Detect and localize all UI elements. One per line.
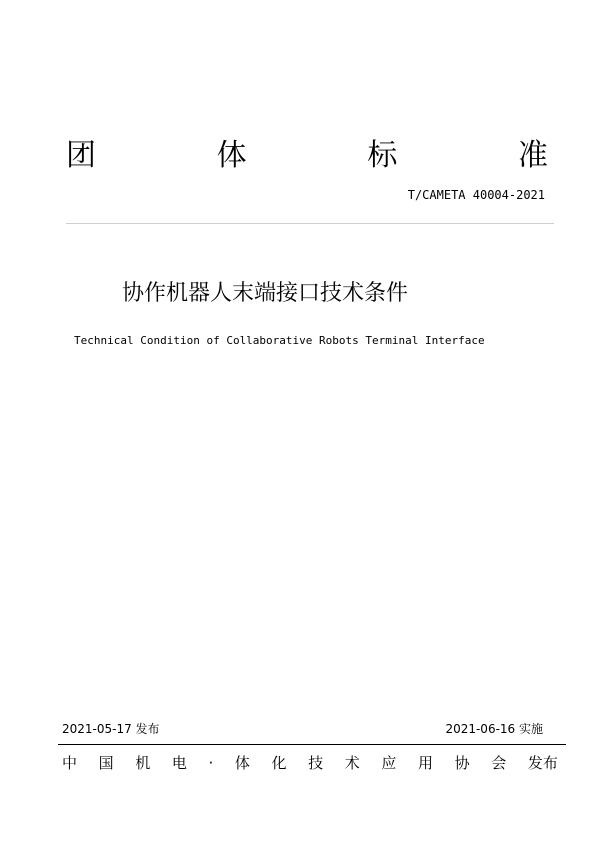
publisher-char: 会 — [491, 754, 507, 772]
document-title-english: Technical Condition of Collaborative Robots Terminal Interface — [74, 334, 485, 347]
publisher-char: 应 — [381, 754, 397, 772]
header-divider — [66, 223, 554, 224]
publisher-char: 机 — [135, 754, 151, 772]
implementation-date: 2021-06-16 实施 — [445, 722, 543, 736]
publisher-char: 协 — [454, 754, 470, 772]
publisher-char: 术 — [344, 754, 360, 772]
publisher-char: 电 — [171, 754, 187, 772]
standard-type-char: 团 — [66, 138, 96, 173]
standard-code: T/CAMETA 40004-2021 — [407, 188, 545, 202]
standard-type-heading — [66, 136, 548, 176]
standard-type-char: 体 — [216, 138, 247, 173]
document-title-chinese: 协作机器人末端接口技术条件 — [122, 281, 409, 306]
publisher-char: 技 — [308, 754, 324, 772]
standard-type-char: 标 — [367, 138, 398, 173]
footer-divider — [58, 744, 566, 745]
publisher-char: 用 — [418, 754, 434, 772]
publisher-char: 发布 — [527, 754, 558, 772]
publisher-char: · — [208, 754, 214, 772]
publisher-char: 中 — [62, 754, 78, 772]
publisher-name — [62, 752, 558, 774]
standard-type-char: 准 — [517, 138, 548, 173]
publisher-char: 国 — [98, 754, 114, 772]
publisher-char: 化 — [271, 754, 287, 772]
issue-date: 2021-05-17 发布 — [62, 722, 160, 736]
publisher-char: 体 — [234, 754, 250, 772]
